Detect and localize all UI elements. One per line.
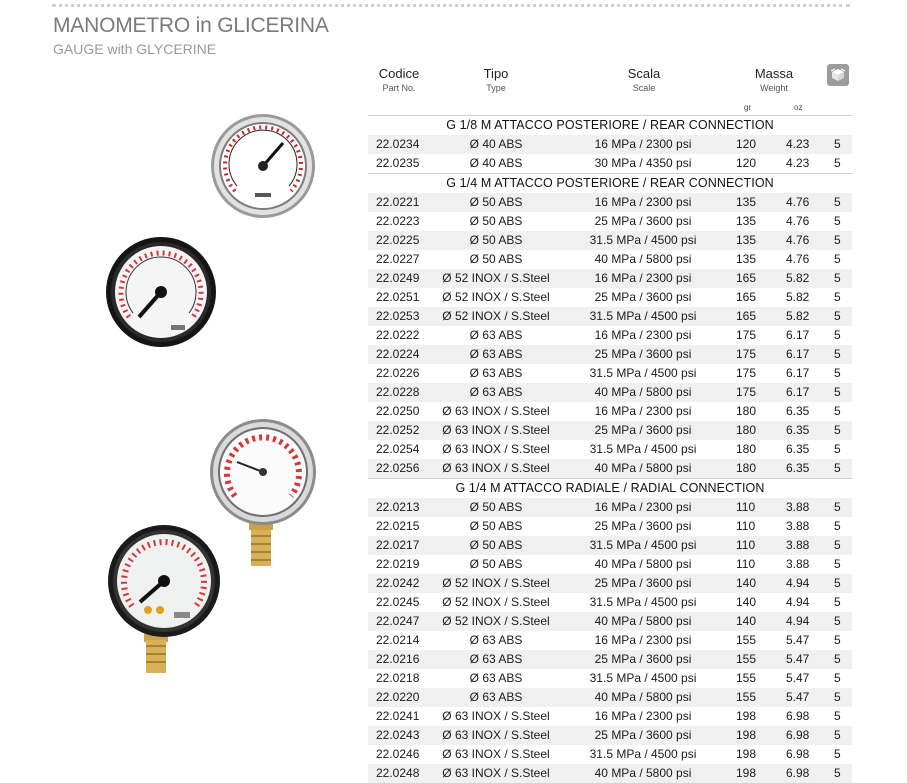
cell-code: 22.0218 xyxy=(376,671,420,685)
cell-code: 22.0223 xyxy=(376,214,420,228)
cell-type-text: Ø 63 INOX / S.Steel xyxy=(442,728,550,742)
cell-weight-gr: 135 xyxy=(736,195,757,209)
cell-scale-text: 25 MPa / 3600 psi xyxy=(594,290,692,304)
table-row xyxy=(368,555,852,574)
cell-scale-text: 31.5 MPa / 4500 psi xyxy=(589,366,697,380)
cell-weight-gr: 198 xyxy=(736,766,757,780)
cell-weight-gr: 140 xyxy=(736,595,757,609)
gauge-radial-black-icon xyxy=(104,524,226,674)
cell-type-text: Ø 52 INOX / S.Steel xyxy=(442,595,550,609)
cell-scale-text: 16 MPa / 2300 psi xyxy=(594,500,692,514)
cell-pack-qty: 5 xyxy=(834,423,841,437)
cell-weight-gr: 165 xyxy=(736,309,757,323)
table-row xyxy=(368,212,852,231)
cell-weight-gr: 135 xyxy=(736,233,757,247)
table-row xyxy=(368,459,852,478)
table-row xyxy=(368,631,852,650)
table-row xyxy=(368,269,852,288)
cell-scale-text: 25 MPa / 3600 psi xyxy=(594,652,692,666)
cell-weight-oz: 5.82 xyxy=(786,271,810,285)
cell-scale-text: 40 MPa / 5800 psi xyxy=(594,461,692,475)
cell-code: 22.0241 xyxy=(376,709,420,723)
col-header-mass xyxy=(744,66,804,93)
cell-weight-oz: 6.35 xyxy=(786,404,810,418)
cell-pack-qty: 5 xyxy=(834,728,841,742)
cell-code: 22.0216 xyxy=(376,652,420,666)
cell-code: 22.0251 xyxy=(376,290,420,304)
cell-weight-oz: 5.47 xyxy=(786,690,810,704)
cell-code: 22.0222 xyxy=(376,328,420,342)
table-row xyxy=(368,593,852,612)
cell-weight-oz: 6.35 xyxy=(786,461,810,475)
cell-scale-text: 31.5 MPa / 4500 psi xyxy=(589,747,697,761)
cell-type-text: Ø 63 INOX / S.Steel xyxy=(442,404,550,418)
cell-code: 22.0249 xyxy=(376,271,420,285)
cell-pack-qty: 5 xyxy=(834,690,841,704)
table-row xyxy=(368,231,852,250)
cell-pack-qty: 5 xyxy=(834,271,841,285)
cell-pack-qty: 5 xyxy=(834,385,841,399)
cell-weight-oz: 4.23 xyxy=(786,156,810,170)
package-icon xyxy=(827,64,849,86)
cell-weight-oz: 6.98 xyxy=(786,747,810,761)
cell-type-text: Ø 52 INOX / S.Steel xyxy=(442,309,550,323)
cell-scale-text: 25 MPa / 3600 psi xyxy=(594,519,692,533)
cell-code: 22.0242 xyxy=(376,576,420,590)
cell-type-text: Ø 63 ABS xyxy=(469,633,523,647)
cell-scale-text: 40 MPa / 5800 psi xyxy=(594,690,692,704)
cell-type-text: Ø 63 INOX / S.Steel xyxy=(442,442,550,456)
table-row xyxy=(368,536,852,555)
col-header-type xyxy=(466,66,526,93)
cell-type-text: Ø 63 INOX / S.Steel xyxy=(442,709,550,723)
cell-weight-gr: 175 xyxy=(736,328,757,342)
table-row xyxy=(368,517,852,536)
col-scale-label: Scala xyxy=(627,66,661,81)
table-row xyxy=(368,498,852,517)
cell-type-text: Ø 63 ABS xyxy=(469,671,523,685)
product-table xyxy=(368,115,852,783)
cell-pack-qty: 5 xyxy=(834,709,841,723)
cell-type-text: Ø 50 ABS xyxy=(469,252,523,266)
col-type-sub: Type xyxy=(486,83,506,93)
cell-weight-oz: 4.94 xyxy=(786,614,810,628)
cell-code: 22.0226 xyxy=(376,366,420,380)
cell-pack-qty: 5 xyxy=(834,633,841,647)
top-divider xyxy=(52,4,850,7)
cell-weight-oz: 6.17 xyxy=(786,328,810,342)
cell-weight-gr: 165 xyxy=(736,290,757,304)
table-row xyxy=(368,574,852,593)
table-row xyxy=(368,745,852,764)
cell-pack-qty: 5 xyxy=(834,252,841,266)
cell-weight-oz: 6.35 xyxy=(786,423,810,437)
cell-code: 22.0245 xyxy=(376,595,420,609)
col-type-label: Tipo xyxy=(483,66,509,81)
cell-weight-gr: 155 xyxy=(736,690,757,704)
table-row xyxy=(368,688,852,707)
cell-pack-qty: 5 xyxy=(834,519,841,533)
cell-scale-text: 40 MPa / 5800 psi xyxy=(594,385,692,399)
page-subtitle: GAUGE with GLYCERINE xyxy=(53,41,217,57)
cell-code: 22.0221 xyxy=(376,195,420,209)
cell-weight-gr: 110 xyxy=(736,538,756,552)
col-code-sub: Part No. xyxy=(382,83,416,93)
cell-scale-text: 16 MPa / 2300 psi xyxy=(594,195,692,209)
cell-type-text: Ø 63 ABS xyxy=(469,366,523,380)
cell-code: 22.0254 xyxy=(376,442,420,456)
table-row xyxy=(368,154,852,173)
table-row xyxy=(368,726,852,745)
cell-weight-gr: 175 xyxy=(736,385,757,399)
cell-weight-gr: 135 xyxy=(736,214,757,228)
cell-code: 22.0234 xyxy=(376,137,420,151)
cell-pack-qty: 5 xyxy=(834,328,841,342)
section-header: G 1/4 M ATTACCO POSTERIORE / REAR CONNECTION xyxy=(368,173,852,193)
cell-code: 22.0235 xyxy=(376,156,420,170)
cell-code: 22.0248 xyxy=(376,766,420,780)
cell-code: 22.0247 xyxy=(376,614,420,628)
cell-weight-gr: 198 xyxy=(736,747,757,761)
cell-scale-text: 40 MPa / 5800 psi xyxy=(594,766,692,780)
cell-scale-text: 31.5 MPa / 4500 psi xyxy=(589,595,697,609)
cell-weight-oz: 6.17 xyxy=(786,347,810,361)
cell-weight-oz: 6.17 xyxy=(786,366,810,380)
cell-type-text: Ø 63 ABS xyxy=(469,347,523,361)
cell-scale-text: 31.5 MPa / 4500 psi xyxy=(589,309,697,323)
cell-scale-text: 25 MPa / 3600 psi xyxy=(594,576,692,590)
cell-weight-gr: 180 xyxy=(736,461,757,475)
cell-weight-gr: 135 xyxy=(736,252,757,266)
cell-weight-oz: 4.76 xyxy=(786,233,810,247)
cell-code: 22.0220 xyxy=(376,690,420,704)
cell-scale-text: 31.5 MPa / 4500 psi xyxy=(589,538,697,552)
table-row xyxy=(368,669,852,688)
cell-type-text: Ø 63 ABS xyxy=(469,328,523,342)
cell-code: 22.0227 xyxy=(376,252,420,266)
cell-pack-qty: 5 xyxy=(834,557,841,571)
cell-weight-oz: 6.35 xyxy=(786,442,810,456)
cell-code: 22.0219 xyxy=(376,557,420,571)
cell-type-text: Ø 50 ABS xyxy=(469,195,523,209)
cell-weight-gr: 110 xyxy=(736,557,756,571)
cell-weight-oz: 5.82 xyxy=(786,290,810,304)
section-header: G 1/4 M ATTACCO RADIALE / RADIAL CONNECTION xyxy=(368,478,852,498)
cell-pack-qty: 5 xyxy=(834,309,841,323)
cell-weight-gr: 155 xyxy=(736,652,757,666)
cell-weight-oz: 5.82 xyxy=(786,309,810,323)
cell-weight-gr: 120 xyxy=(736,156,757,170)
table-row xyxy=(368,345,852,364)
cell-code: 22.0252 xyxy=(376,423,420,437)
table-row xyxy=(368,288,852,307)
cell-weight-gr: 120 xyxy=(736,137,757,151)
cell-type-text: Ø 63 ABS xyxy=(469,652,523,666)
col-mass-sub: Weight xyxy=(760,83,788,93)
cell-type-text: Ø 52 INOX / S.Steel xyxy=(442,271,550,285)
gauge-rear-steel-icon xyxy=(205,113,321,219)
cell-weight-oz: 6.98 xyxy=(786,766,810,780)
cell-code: 22.0253 xyxy=(376,309,420,323)
table-row xyxy=(368,440,852,459)
cell-weight-oz: 5.47 xyxy=(786,633,810,647)
cell-weight-gr: 110 xyxy=(736,500,756,514)
cell-pack-qty: 5 xyxy=(834,214,841,228)
cell-pack-qty: 5 xyxy=(834,347,841,361)
cell-weight-oz: 5.47 xyxy=(786,671,810,685)
cell-code: 22.0228 xyxy=(376,385,420,399)
table-row xyxy=(368,421,852,440)
table-row xyxy=(368,402,852,421)
cell-scale-text: 25 MPa / 3600 psi xyxy=(594,728,692,742)
cell-pack-qty: 5 xyxy=(834,195,841,209)
cell-type-text: Ø 63 INOX / S.Steel xyxy=(442,423,550,437)
cell-weight-oz: 4.76 xyxy=(786,252,810,266)
cell-pack-qty: 5 xyxy=(834,500,841,514)
cell-scale-text: 25 MPa / 3600 psi xyxy=(594,347,692,361)
cell-weight-gr: 198 xyxy=(736,728,757,742)
table-row xyxy=(368,326,852,345)
cell-scale-text: 16 MPa / 2300 psi xyxy=(594,137,692,151)
cell-type-text: Ø 40 ABS xyxy=(469,137,523,151)
cell-code: 22.0215 xyxy=(376,519,420,533)
cell-scale-text: 40 MPa / 5800 psi xyxy=(594,252,692,266)
table-row xyxy=(368,764,852,783)
cell-type-text: Ø 52 INOX / S.Steel xyxy=(442,576,550,590)
cell-weight-oz: 4.23 xyxy=(786,137,810,151)
cell-type-text: Ø 50 ABS xyxy=(469,557,523,571)
col-code-label: Codice xyxy=(378,66,420,81)
cell-weight-oz: 6.98 xyxy=(786,728,810,742)
cell-code: 22.0256 xyxy=(376,461,420,475)
cell-scale-text: 16 MPa / 2300 psi xyxy=(594,709,692,723)
cell-weight-oz: 4.94 xyxy=(786,576,810,590)
cell-type-text: Ø 50 ABS xyxy=(469,214,523,228)
cell-type-text: Ø 63 ABS xyxy=(469,385,523,399)
cell-type-text: Ø 63 INOX / S.Steel xyxy=(442,766,550,780)
section-header: G 1/8 M ATTACCO POSTERIORE / REAR CONNECTION xyxy=(368,115,852,135)
gauge-rear-black-icon xyxy=(105,235,217,349)
table-row xyxy=(368,383,852,402)
cell-weight-gr: 140 xyxy=(736,576,757,590)
col-header-scale xyxy=(614,66,674,93)
cell-scale-text: 31.5 MPa / 4500 psi xyxy=(589,442,697,456)
cell-code: 22.0243 xyxy=(376,728,420,742)
cell-type-text: Ø 63 INOX / S.Steel xyxy=(442,461,550,475)
cell-pack-qty: 5 xyxy=(834,156,841,170)
cell-scale-text: 16 MPa / 2300 psi xyxy=(594,271,692,285)
cell-weight-oz: 3.88 xyxy=(786,538,810,552)
cell-pack-qty: 5 xyxy=(834,137,841,151)
cell-type-text: Ø 50 ABS xyxy=(469,233,523,247)
cell-pack-qty: 5 xyxy=(834,366,841,380)
cell-scale-text: 16 MPa / 2300 psi xyxy=(594,404,692,418)
cell-type-text: Ø 63 INOX / S.Steel xyxy=(442,747,550,761)
unit-gr: gr xyxy=(744,103,752,112)
table-row xyxy=(368,135,852,154)
cell-pack-qty: 5 xyxy=(834,595,841,609)
cell-weight-oz: 3.88 xyxy=(786,519,810,533)
cell-type-text: Ø 50 ABS xyxy=(469,519,523,533)
cell-pack-qty: 5 xyxy=(834,404,841,418)
cell-pack-qty: 5 xyxy=(834,671,841,685)
table-row xyxy=(368,650,852,669)
cell-scale-text: 16 MPa / 2300 psi xyxy=(594,328,692,342)
cell-weight-gr: 110 xyxy=(736,519,756,533)
cell-weight-oz: 5.47 xyxy=(786,652,810,666)
cell-code: 22.0213 xyxy=(376,500,420,514)
cell-pack-qty: 5 xyxy=(834,614,841,628)
cell-pack-qty: 5 xyxy=(834,747,841,761)
cell-code: 22.0246 xyxy=(376,747,420,761)
cell-weight-gr: 175 xyxy=(736,366,757,380)
cell-code: 22.0225 xyxy=(376,233,420,247)
table-row xyxy=(368,307,852,326)
cell-code: 22.0217 xyxy=(376,538,420,552)
cell-type-text: Ø 52 INOX / S.Steel xyxy=(442,614,550,628)
cell-weight-gr: 175 xyxy=(736,347,757,361)
table-row xyxy=(368,707,852,726)
page-title: MANOMETRO in GLICERINA xyxy=(53,14,329,37)
table-row xyxy=(368,612,852,631)
table-row xyxy=(368,364,852,383)
cell-scale-text: 31.5 MPa / 4500 psi xyxy=(589,671,697,685)
cell-weight-oz: 6.98 xyxy=(786,709,810,723)
cell-weight-gr: 155 xyxy=(736,633,757,647)
unit-oz: oz xyxy=(794,103,803,112)
cell-scale-text: 40 MPa / 5800 psi xyxy=(594,614,692,628)
cell-type-text: Ø 50 ABS xyxy=(469,538,523,552)
cell-type-text: Ø 63 ABS xyxy=(469,690,523,704)
cell-scale-text: 25 MPa / 3600 psi xyxy=(594,214,692,228)
cell-weight-gr: 180 xyxy=(736,404,757,418)
col-mass-label: Massa xyxy=(754,66,794,81)
cell-weight-oz: 3.88 xyxy=(786,557,810,571)
cell-weight-oz: 4.76 xyxy=(786,195,810,209)
cell-pack-qty: 5 xyxy=(834,576,841,590)
cell-scale-text: 16 MPa / 2300 psi xyxy=(594,633,692,647)
cell-type-text: Ø 52 INOX / S.Steel xyxy=(442,290,550,304)
cell-weight-gr: 198 xyxy=(736,709,757,723)
cell-scale-text: 31.5 MPa / 4500 psi xyxy=(589,233,697,247)
cell-weight-gr: 140 xyxy=(736,614,757,628)
table-row xyxy=(368,193,852,212)
cell-pack-qty: 5 xyxy=(834,290,841,304)
cell-weight-oz: 6.17 xyxy=(786,385,810,399)
cell-scale-text: 25 MPa / 3600 psi xyxy=(594,423,692,437)
cell-code: 22.0224 xyxy=(376,347,420,361)
cell-type-text: Ø 50 ABS xyxy=(469,500,523,514)
cell-weight-oz: 4.94 xyxy=(786,595,810,609)
cell-pack-qty: 5 xyxy=(834,766,841,780)
cell-weight-gr: 165 xyxy=(736,271,757,285)
cell-pack-qty: 5 xyxy=(834,461,841,475)
cell-type-text: Ø 40 ABS xyxy=(469,156,523,170)
cell-code: 22.0214 xyxy=(376,633,420,647)
cell-weight-gr: 180 xyxy=(736,423,757,437)
cell-pack-qty: 5 xyxy=(834,233,841,247)
cell-scale-text: 30 MPa / 4350 psi xyxy=(594,156,692,170)
cell-weight-oz: 4.76 xyxy=(786,214,810,228)
col-header-code xyxy=(370,66,428,93)
cell-pack-qty: 5 xyxy=(834,538,841,552)
col-scale-sub: Scale xyxy=(632,83,656,93)
cell-pack-qty: 5 xyxy=(834,442,841,456)
cell-code: 22.0250 xyxy=(376,404,420,418)
cell-weight-oz: 3.88 xyxy=(786,500,810,514)
table-row xyxy=(368,250,852,269)
cell-weight-gr: 180 xyxy=(736,442,757,456)
cell-pack-qty: 5 xyxy=(834,652,841,666)
cell-scale-text: 40 MPa / 5800 psi xyxy=(594,557,692,571)
cell-weight-gr: 155 xyxy=(736,671,757,685)
